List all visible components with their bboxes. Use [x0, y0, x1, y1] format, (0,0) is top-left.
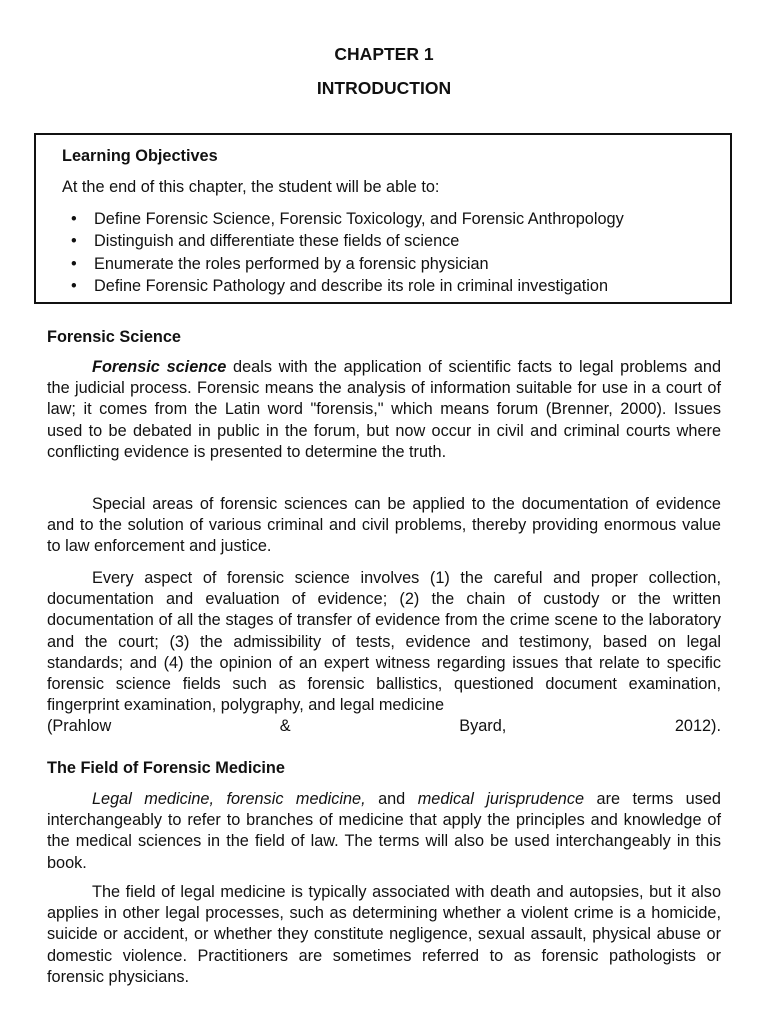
objective-text: Define Forensic Pathology and describe its role in criminal investigation	[94, 276, 609, 295]
citation-part: (Prahlow	[47, 717, 112, 736]
citation-part: Byard,	[459, 717, 507, 736]
objective-item	[62, 209, 624, 231]
section-heading-forensic-medicine: The Field of Forensic Medicine	[47, 759, 285, 777]
paragraph-every-aspect	[47, 568, 721, 738]
objective-item	[62, 231, 624, 253]
term-legal-forensic-medicine: Legal medicine, forensic medicine,	[92, 790, 366, 808]
chapter-number: CHAPTER 1	[334, 44, 434, 64]
objective-text: Enumerate the roles performed by a forensic physician	[94, 254, 489, 273]
term-medical-jurisprudence: medical jurisprudence	[417, 790, 585, 808]
bullet-icon: •	[71, 254, 77, 273]
section-heading-forensic-science: Forensic Science	[47, 328, 181, 346]
paragraph-special-areas: Special areas of forensic sciences can be applied to the documentation of evidence and to the solution of various criminal and civil problems, thereby providing enormous value to law enforcement and justice.	[47, 495, 721, 556]
citation-part: &	[279, 717, 291, 736]
bullet-icon: •	[71, 276, 77, 295]
bullet-icon: •	[71, 210, 77, 228]
paragraph-text: Every aspect of forensic science involves (1) the careful and proper collection, documentation and evaluation of evidence; (2) the chain of custody or the written documentation of all the stages of transfer of evidence from the crime scene to the laboratory and the court; (3) the admissibility of tests, evidence and testimony, based on legal standards; and (4) the opinion of an expert witness regarding issues that relate to specific forensic science fields such as forensic ballistics, questioned document examination, fingerprint examination, polygraphy, and legal medicine	[47, 569, 721, 715]
citation-line	[47, 716, 721, 737]
term-forensic-science: Forensic science	[92, 358, 227, 376]
objective-item	[62, 254, 624, 276]
learning-objectives-intro: At the end of this chapter, the student will be able to:	[62, 178, 440, 196]
learning-objectives-title: Learning Objectives	[62, 147, 218, 165]
objective-text: Distinguish and differentiate these fields of science	[94, 232, 460, 251]
bullet-icon: •	[71, 232, 77, 251]
paragraph-forensic-science-definition	[47, 357, 721, 463]
citation-part: 2012).	[674, 717, 721, 736]
paragraph-text: are terms used interchangeably to refer to branches of medicine that apply the principles and knowledge of the medical sciences in the field of law. The terms will also be used interchangeably in this book.	[47, 790, 721, 872]
paragraph-text: deals with the application of scientific facts to legal problems and the judicial process. Forensic means the analysis of information suitable for use in a court of law; it comes from the Latin word "forensis," which means forum (Brenner, 2000). Issues used to be debated in public in the forum, but now occur in civil and criminal courts where conflicting evidence is presented to determine the truth.	[47, 358, 721, 461]
learning-objectives-box	[34, 133, 732, 304]
paragraph-terms-definition	[47, 789, 721, 874]
learning-objectives-list	[62, 209, 624, 298]
paragraph-legal-medicine-field: The field of legal medicine is typically associated with death and autopsies, but it also applies in other legal processes, such as determining whether a violent crime is a homicide, suicide or accident, or whether they constitute negligence, sexual assault, physical abuse or domestic violence. Practitioners are sometimes referred to as forensic pathologists or forensic physicians.	[47, 883, 721, 986]
objective-text: Define Forensic Science, Forensic Toxicology, and Forensic Anthropology	[94, 210, 624, 228]
conjunction-text: and	[365, 790, 418, 808]
objective-item	[62, 276, 624, 298]
chapter-title: INTRODUCTION	[316, 78, 452, 98]
